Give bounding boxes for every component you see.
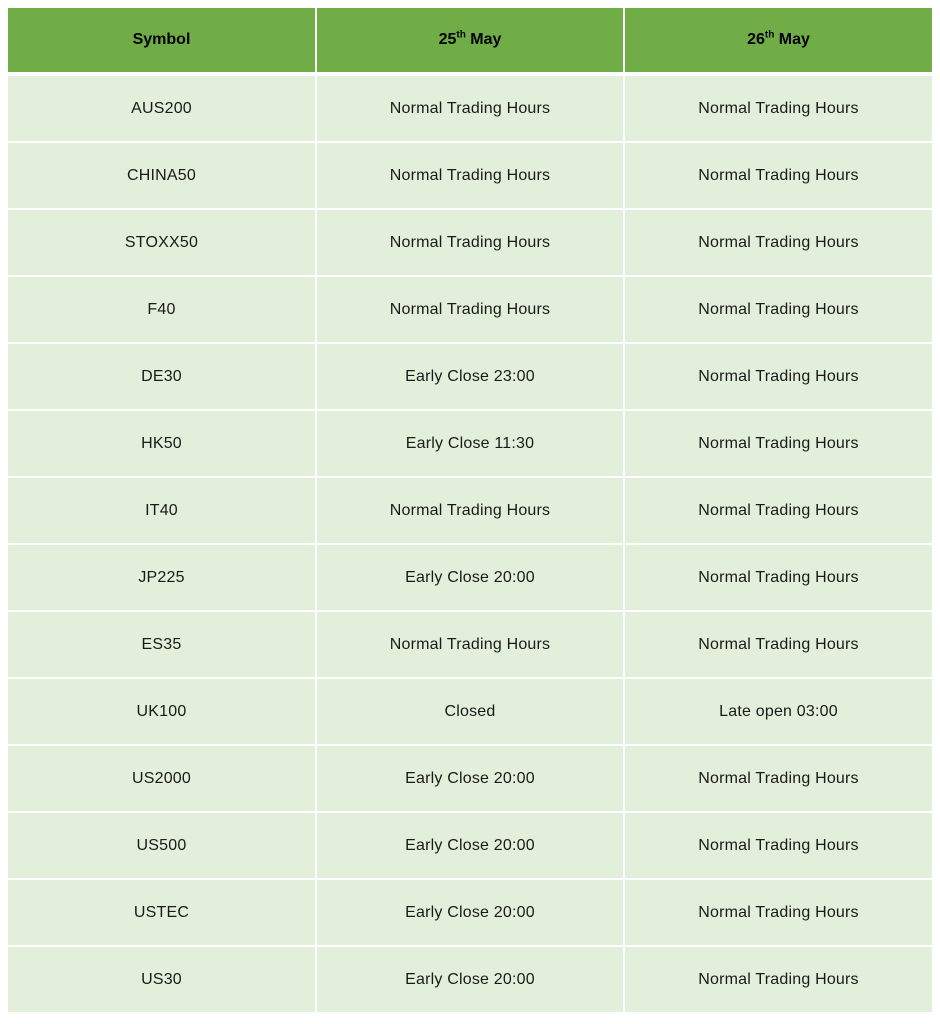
table-row — [8, 678, 932, 745]
cell-symbol: IT40 — [8, 477, 316, 544]
cell-symbol: JP225 — [8, 544, 316, 611]
table-row — [8, 946, 932, 1013]
table-row — [8, 544, 932, 611]
cell-may-26: Normal Trading Hours — [624, 477, 932, 544]
header-symbol-label: Symbol — [132, 31, 191, 48]
header-may-26-month: May — [774, 31, 810, 48]
cell-symbol: US2000 — [8, 745, 316, 812]
cell-may-25: Normal Trading Hours — [316, 276, 624, 343]
cell-symbol: USTEC — [8, 879, 316, 946]
header-may-26-suffix: th — [764, 29, 775, 41]
cell-may-26: Normal Trading Hours — [624, 343, 932, 410]
table-header — [8, 8, 932, 74]
cell-may-26: Normal Trading Hours — [624, 209, 932, 276]
cell-may-25: Closed — [316, 678, 624, 745]
table-row — [8, 276, 932, 343]
cell-may-25: Early Close 20:00 — [316, 812, 624, 879]
cell-symbol: UK100 — [8, 678, 316, 745]
cell-may-25: Early Close 20:00 — [316, 745, 624, 812]
table-row — [8, 74, 932, 142]
header-may-26 — [624, 8, 932, 74]
header-may-25-suffix: th — [456, 29, 466, 41]
cell-may-25: Early Close 11:30 — [316, 410, 624, 477]
header-symbol — [8, 8, 316, 74]
table-row — [8, 477, 932, 544]
cell-may-26: Normal Trading Hours — [624, 410, 932, 477]
cell-may-26: Normal Trading Hours — [624, 946, 932, 1013]
table-row — [8, 343, 932, 410]
table-row — [8, 410, 932, 477]
table-row — [8, 745, 932, 812]
header-may-26-day: 26 — [747, 31, 765, 48]
cell-may-25: Normal Trading Hours — [316, 477, 624, 544]
header-may-25-day: 25 — [438, 31, 457, 48]
cell-may-26: Normal Trading Hours — [624, 611, 932, 678]
trading-hours-table-container — [8, 8, 932, 1014]
table-row — [8, 879, 932, 946]
cell-may-26: Late open 03:00 — [624, 678, 932, 745]
cell-symbol: F40 — [8, 276, 316, 343]
cell-symbol: HK50 — [8, 410, 316, 477]
table-body — [8, 74, 932, 1013]
cell-may-25: Normal Trading Hours — [316, 209, 624, 276]
cell-may-26: Normal Trading Hours — [624, 74, 932, 142]
cell-may-25: Early Close 20:00 — [316, 544, 624, 611]
cell-symbol: ES35 — [8, 611, 316, 678]
header-may-25-month: May — [465, 31, 502, 48]
cell-symbol: US30 — [8, 946, 316, 1013]
table-row — [8, 812, 932, 879]
cell-may-26: Normal Trading Hours — [624, 812, 932, 879]
cell-may-25: Early Close 23:00 — [316, 343, 624, 410]
table-row — [8, 611, 932, 678]
cell-may-26: Normal Trading Hours — [624, 745, 932, 812]
cell-symbol: DE30 — [8, 343, 316, 410]
table-row — [8, 142, 932, 209]
table-row — [8, 209, 932, 276]
cell-symbol: US500 — [8, 812, 316, 879]
cell-may-25: Early Close 20:00 — [316, 879, 624, 946]
cell-may-26: Normal Trading Hours — [624, 879, 932, 946]
header-row — [8, 8, 932, 74]
cell-may-26: Normal Trading Hours — [624, 276, 932, 343]
cell-may-26: Normal Trading Hours — [624, 142, 932, 209]
cell-may-25: Normal Trading Hours — [316, 611, 624, 678]
cell-symbol: STOXX50 — [8, 209, 316, 276]
cell-symbol: CHINA50 — [8, 142, 316, 209]
cell-symbol: AUS200 — [8, 74, 316, 142]
cell-may-25: Early Close 20:00 — [316, 946, 624, 1013]
header-may-25 — [316, 8, 624, 74]
cell-may-25: Normal Trading Hours — [316, 142, 624, 209]
trading-hours-table — [8, 8, 932, 1014]
cell-may-25: Normal Trading Hours — [316, 74, 624, 142]
cell-may-26: Normal Trading Hours — [624, 544, 932, 611]
